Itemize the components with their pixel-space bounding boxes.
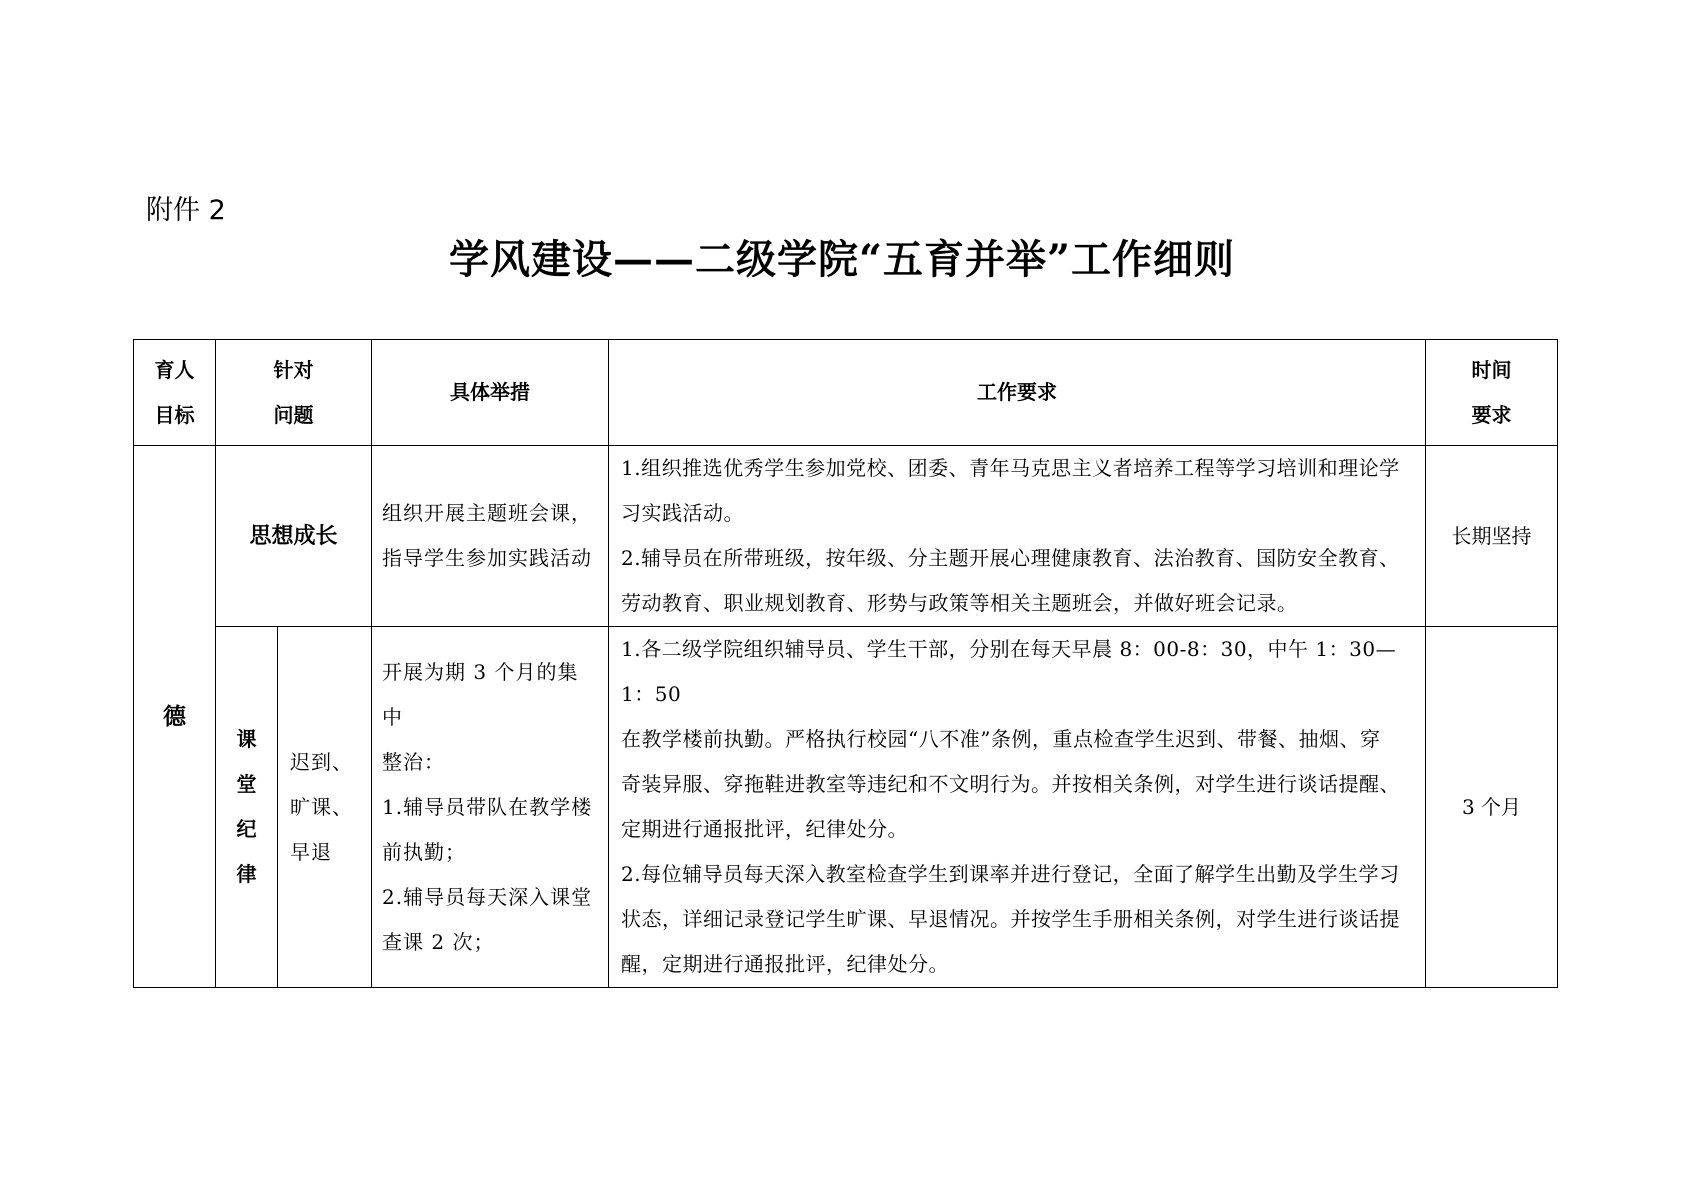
work-rules-table	[133, 339, 1558, 988]
requirement-line: 2.每位辅导员每天深入教室检查学生到课率并进行登记，全面了解学生出勤及学生学习	[621, 862, 1400, 886]
requirement-discipline	[609, 627, 1426, 988]
header-time-line1: 时间	[1471, 357, 1512, 382]
requirement-line: 2.辅导员在所带班级，按年级、分主题开展心理健康教育、法治教育、国防安全教育、	[621, 546, 1400, 570]
header-time	[1426, 340, 1558, 446]
header-goal-line1: 育人	[154, 357, 195, 382]
attachment-label: 附件 2	[146, 195, 226, 226]
issue-attendance	[278, 627, 372, 988]
issue-ideology: 思想成长	[216, 446, 372, 627]
requirement-line: 习实践活动。	[621, 501, 744, 525]
issue-line: 旷课、	[290, 794, 353, 819]
measure-line: 2.辅导员每天深入课堂	[382, 884, 593, 909]
document-title: 学风建设——二级学院“五育并举”工作细则	[448, 236, 1235, 283]
time-discipline: 3 个月	[1426, 627, 1558, 988]
header-time-line2: 要求	[1471, 402, 1512, 427]
requirement-line: 劳动教育、职业规划教育、形势与政策等相关主题班会，并做好班会记录。	[621, 591, 1298, 615]
table-header-row	[134, 340, 1558, 446]
measure-line: 指导学生参加实践活动	[382, 546, 592, 570]
goal-cell: 德	[134, 446, 216, 988]
category-char: 堂	[236, 772, 257, 796]
measure-line: 开展为期 3 个月的集中	[382, 659, 579, 729]
header-goal-line2: 目标	[154, 402, 195, 427]
issue-line: 迟到、	[290, 749, 353, 774]
measure-line: 查课 2 次；	[382, 929, 495, 954]
measure-line: 组织开展主题班会课，	[382, 501, 592, 525]
requirement-ideology	[609, 446, 1426, 627]
header-goal	[134, 340, 216, 446]
table-row-ideology	[134, 446, 1558, 627]
header-measure: 具体举措	[372, 340, 609, 446]
category-char: 课	[236, 727, 257, 751]
requirement-line: 状态，详细记录登记学生旷课、早退情况。并按学生手册相关条例，对学生进行谈话提	[621, 907, 1400, 931]
header-issue	[216, 340, 372, 446]
measure-ideology	[372, 446, 609, 627]
measure-line: 前执勤；	[382, 839, 466, 864]
header-requirement: 工作要求	[609, 340, 1426, 446]
time-ideology: 长期坚持	[1426, 446, 1558, 627]
measure-discipline	[372, 627, 609, 988]
header-issue-line2: 问题	[273, 402, 314, 427]
category-classroom-discipline	[216, 627, 278, 988]
measure-line: 1.辅导员带队在教学楼	[382, 794, 593, 819]
issue-line: 早退	[290, 839, 332, 864]
requirement-line: 奇装异服、穿拖鞋进教室等违纪和不文明行为。并按相关条例，对学生进行谈话提醒、	[621, 772, 1400, 796]
table-row-discipline	[134, 627, 1558, 988]
category-char: 律	[236, 862, 257, 886]
requirement-line: 1.组织推选优秀学生参加党校、团委、青年马克思主义者培养工程等学习培训和理论学	[621, 456, 1400, 480]
requirement-line: 醒，定期进行通报批评，纪律处分。	[621, 952, 949, 976]
header-issue-line1: 针对	[273, 357, 314, 382]
measure-line: 整治：	[382, 749, 445, 774]
requirement-line: 定期进行通报批评，纪律处分。	[621, 817, 908, 841]
category-char: 纪	[236, 817, 257, 841]
requirement-line: 1.各二级学院组织辅导员、学生干部，分别在每天早晨 8：00-8：30，中午 1：30—1：50	[621, 637, 1397, 706]
requirement-line: 在教学楼前执勤。严格执行校园“八不准”条例，重点检查学生迟到、带餐、抽烟、穿	[621, 727, 1381, 751]
